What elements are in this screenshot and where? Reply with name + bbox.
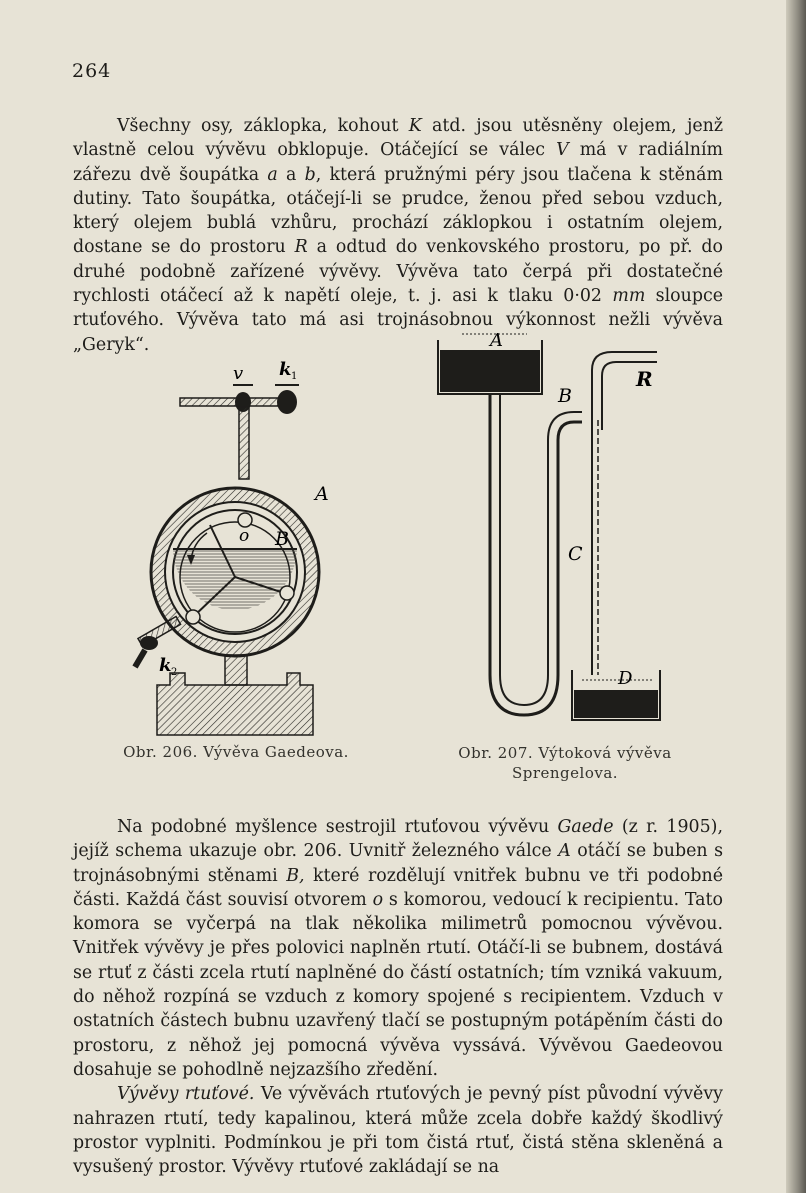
name: Gaede <box>557 817 614 837</box>
figure-207-caption-line1: Obr. 207. Výtoková vývěva <box>458 744 672 762</box>
text-run: a odtud do venkovského prostoru, po př. do druhé podobně zařízené vývěvy. Vývěva tato čerpá při dostatečné rychlosti otáčecí až k napětí oleje, t. j. asi k tlaku 0·02 <box>73 237 723 307</box>
text-run: (z r. 1905), jejíž schema ukazuje obr. 206. Uvnitř železného válce <box>73 817 723 862</box>
variable: a <box>267 164 278 185</box>
label-B: B <box>558 385 572 407</box>
bottom-paragraph <box>73 815 723 1179</box>
figure-206-gaede-pump <box>115 355 360 740</box>
page-number: 264 <box>72 60 112 82</box>
section-title: Vývěvy rtuťové. <box>117 1084 255 1105</box>
text-run: Všechny osy, záklopka, kohout <box>117 116 409 136</box>
text-run: Ve vývěvách rtuťových je pevný píst původní vývěvy nahrazen rtutí, tedy kapalinou, která může zcela dobře každý škodlivý prostor vyplniti. Podmínkou je při tom čistá rtuť, čistá stěna skleněná a vysušený prostor. Vývěvy rtuťové zakládají se na <box>73 1084 723 1178</box>
label-k1-sub: 1 <box>291 371 298 382</box>
label-k2: k <box>159 655 172 676</box>
figure-207-sprengel-pump <box>432 330 672 725</box>
variable: R <box>294 237 308 258</box>
unit: mm <box>612 286 646 307</box>
label-B: B <box>275 528 289 550</box>
variable: B, <box>286 865 305 886</box>
variable: V <box>556 140 569 161</box>
variable: o <box>372 889 384 910</box>
label-A: A <box>315 483 329 505</box>
text-run: , která pružnými péry jsou tlačena k stěnám dutiny. Tato šoupátka, otáčejí-li se prudce, ženou před sebou vzduch, který olejem bublá vzhůru, prochází záklopkou i ostatním olejem, dostane se do prostoru <box>73 164 723 258</box>
label-D: D <box>618 668 633 689</box>
label-A: A <box>490 330 503 351</box>
text-run: má v radiálním zářezu dvě šoupátka <box>73 140 724 185</box>
text-run: a <box>277 164 305 185</box>
label-k1: k <box>279 359 292 380</box>
figure-207-caption <box>430 743 700 783</box>
variable: b <box>304 164 316 185</box>
variable: K <box>408 116 422 136</box>
label-o: o <box>239 526 250 546</box>
text-run: s komorou, vedoucí k recipientu. Tato komora se vyčerpá na tlak několika milimetrů pomocnou vývěvou. Vnitřek vývěvy je přes polovici naplněn rtutí. Otáčí-li se bubnem, dostává se rtuť z části zcela rtutí naplněné do částí ostatních; tím vzniká vakuum, do něhož rozpíná se vzduch z komory spojené s recipientem. Vzduch v ostatních částech bubnu uzavřený tlačí se postupným potápěním části do prostoru, z něhož jej pomocná vývěva vyssává. Vývěvou Gaedeovou dosahuje se pohodlně nejzazšího zředění. <box>73 889 723 1080</box>
text-run: otáčí se buben s trojnásobnými stěnami <box>73 841 723 886</box>
figure-206-caption: Obr. 206. Vývěva Gaedeova. <box>123 743 349 761</box>
top-paragraph <box>73 114 723 357</box>
label-R: R <box>636 367 653 391</box>
label-v: v <box>233 363 244 384</box>
text-run: atd. jsou utěsněny olejem, jenž vlastně celou vývěvu obklopuje. Otáčející se válec <box>73 116 724 161</box>
text-run: které rozdělují vnitřek bubnu ve tři podobné části. Každá část souvisí otvorem <box>73 865 723 910</box>
text-run: Na podobné myšlence sestrojil rtuťovou vývěvu <box>117 817 558 837</box>
label-C: C <box>568 543 583 565</box>
figure-207-caption-line2: Sprengelova. <box>511 764 619 782</box>
variable: A <box>558 841 571 862</box>
book-spine-shadow <box>786 0 806 1193</box>
text-run: sloupce rtuťového. Vývěva tato má asi trojnásobnou výkonnost nežli vývěva „Geryk“. <box>73 286 724 355</box>
